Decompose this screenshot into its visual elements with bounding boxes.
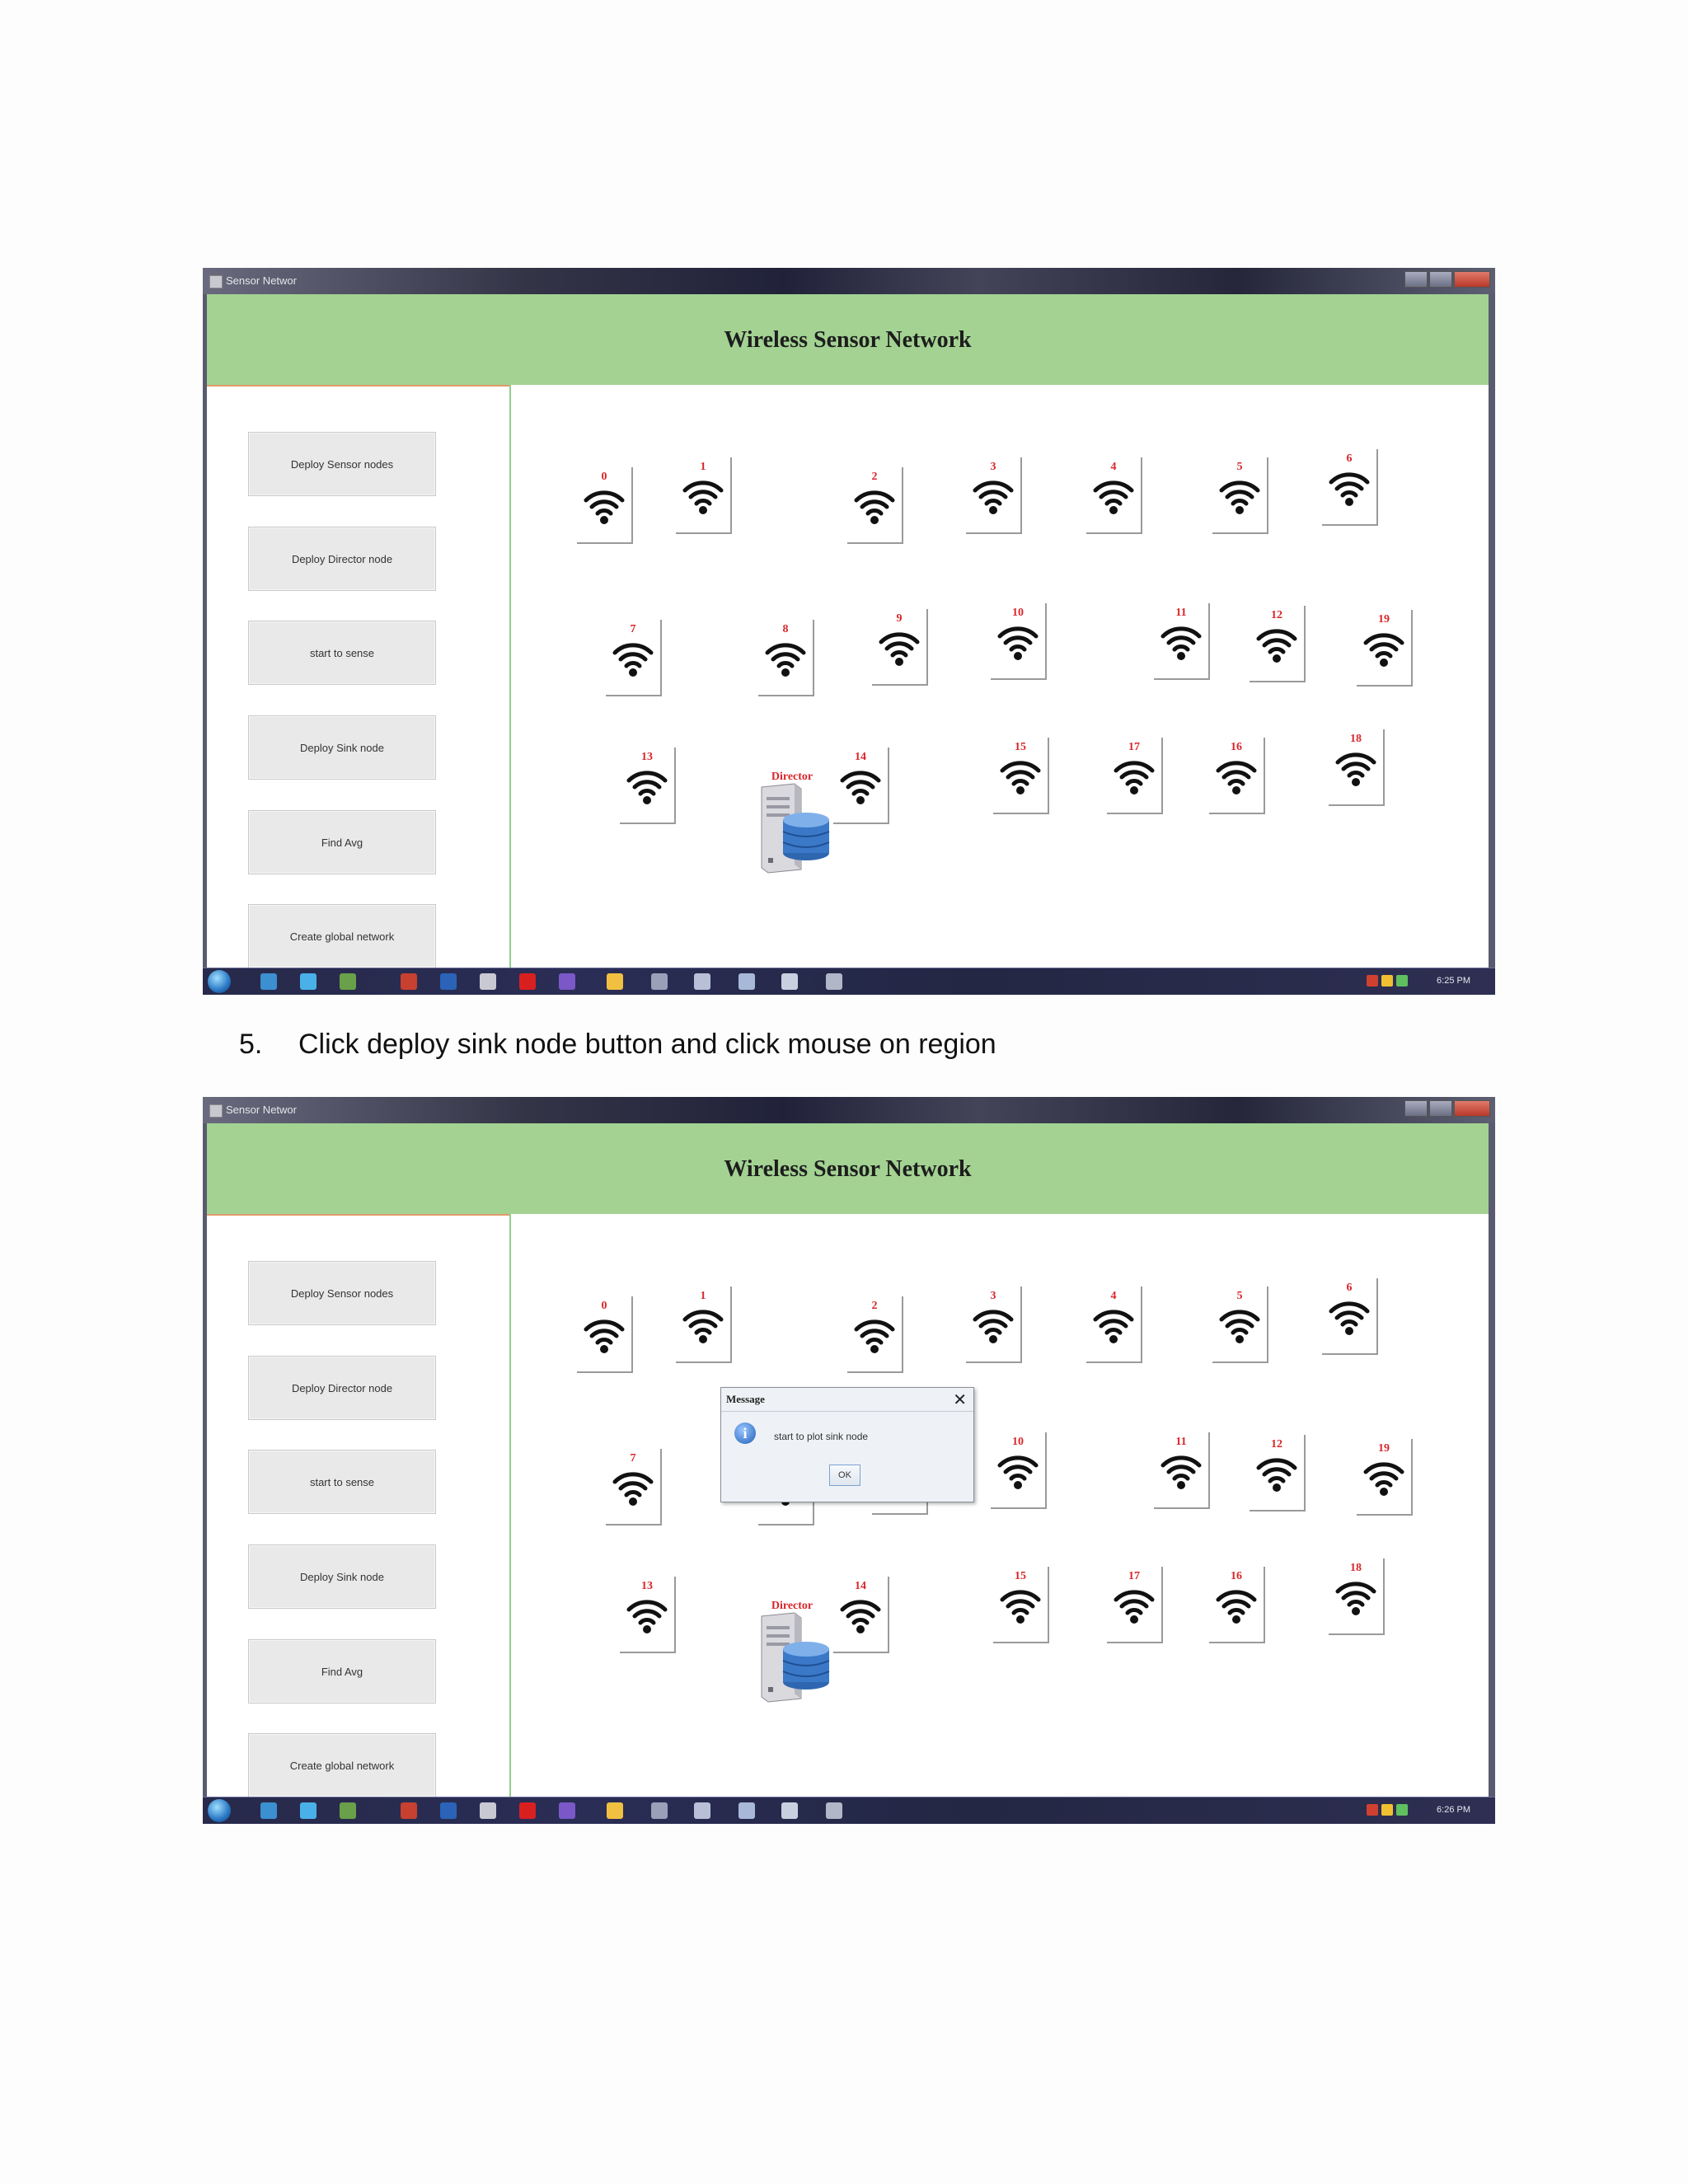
sensor-node[interactable]	[1357, 610, 1413, 687]
app-header	[207, 1123, 1489, 1214]
create-global-network-button[interactable]: Create global network	[248, 1733, 436, 1797]
director-node[interactable]	[752, 1601, 834, 1704]
sensor-node-label: 18	[1350, 1562, 1362, 1574]
sensor-node[interactable]	[1212, 457, 1268, 534]
director-label: Director	[771, 771, 814, 783]
sensor-node[interactable]	[1107, 738, 1163, 814]
sensor-node-label: 10	[1012, 607, 1024, 619]
sensor-node[interactable]	[577, 467, 633, 544]
wifi-icon	[840, 1597, 881, 1634]
sensor-node[interactable]	[1212, 1286, 1268, 1363]
sensor-node-label: 14	[855, 751, 866, 763]
wifi-icon	[1114, 1587, 1155, 1624]
sensor-node-label: 11	[1175, 607, 1187, 619]
close-icon[interactable]: ✕	[953, 1391, 967, 1409]
sensor-node-label: 13	[641, 1580, 653, 1592]
sensor-node-label: 7	[630, 1452, 636, 1465]
sensor-node-label: 16	[1231, 741, 1242, 753]
server-database-icon	[752, 772, 834, 875]
sensor-node[interactable]	[1154, 1432, 1210, 1509]
sensor-node-label: 19	[1378, 613, 1390, 626]
sensor-node-label: 3	[990, 461, 996, 473]
sensor-node-label: 9	[896, 612, 903, 625]
sensor-node[interactable]	[1357, 1439, 1413, 1516]
sensor-node-label: 8	[782, 623, 789, 635]
sensor-node-label: 1	[700, 461, 706, 473]
window-title: Sensor Networ	[226, 1104, 297, 1116]
wifi-icon	[1216, 758, 1257, 795]
app-title: Wireless Sensor Network	[724, 327, 972, 353]
find-avg-button[interactable]: Find Avg	[248, 1639, 436, 1704]
deploy-director-node-button[interactable]: Deploy Director node	[248, 527, 436, 591]
taskbar-app-icon[interactable]	[607, 1802, 623, 1819]
app-frame	[207, 294, 1489, 968]
taskbar-app-icon[interactable]	[260, 1802, 277, 1819]
maximize-button[interactable]	[1429, 1100, 1452, 1117]
step-text: Click deploy sink node button and click mouse on region	[298, 1029, 996, 1060]
taskbar-app-icon[interactable]	[440, 1802, 457, 1819]
start-to-sense-button[interactable]: start to sense	[248, 1450, 436, 1514]
wifi-icon	[1363, 1460, 1404, 1497]
taskbar-app-icon[interactable]	[651, 1802, 668, 1819]
sensor-node-label: 4	[1110, 461, 1117, 473]
create-global-network-button[interactable]: Create global network	[248, 904, 436, 968]
server-database-icon	[752, 1601, 834, 1704]
step-number: 5.	[239, 1029, 263, 1060]
clock[interactable]: 6:25 PM	[1437, 976, 1470, 986]
sensor-node[interactable]	[1209, 738, 1265, 814]
tray-icon[interactable]	[1396, 1804, 1408, 1816]
sensor-node[interactable]	[758, 620, 814, 696]
sensor-node[interactable]	[1154, 603, 1210, 680]
sidebar	[207, 385, 509, 968]
wifi-icon	[1256, 1455, 1297, 1493]
close-button[interactable]	[1454, 271, 1490, 288]
sensor-node[interactable]	[577, 1296, 633, 1373]
tray-icon[interactable]	[1367, 975, 1378, 987]
wifi-icon	[1000, 1587, 1041, 1624]
clock[interactable]: 6:26 PM	[1437, 1805, 1470, 1815]
wifi-icon	[612, 1469, 654, 1507]
wifi-icon	[626, 1597, 668, 1634]
taskbar-app-icon[interactable]	[781, 973, 798, 990]
wifi-icon	[840, 768, 881, 805]
wifi-icon	[997, 1453, 1039, 1490]
sensor-node-label: 10	[1012, 1436, 1024, 1448]
sensor-node-label: 4	[1110, 1290, 1117, 1302]
sensor-node[interactable]	[1086, 1286, 1142, 1363]
wifi-icon	[1329, 1299, 1370, 1336]
wifi-icon	[584, 488, 625, 525]
sensor-node[interactable]	[606, 620, 662, 696]
wifi-icon	[1219, 478, 1260, 515]
wifi-icon	[1093, 1307, 1134, 1344]
sensor-node[interactable]	[966, 1286, 1022, 1363]
app-window-icon	[209, 275, 223, 288]
app-header	[207, 294, 1489, 385]
taskbar-app-icon[interactable]	[738, 973, 755, 990]
system-tray	[1367, 1804, 1416, 1817]
sensor-node[interactable]	[1086, 457, 1142, 534]
window-border-right	[1489, 1123, 1495, 1797]
app-window-icon	[209, 1104, 223, 1118]
wifi-icon	[1363, 630, 1404, 668]
director-label: Director	[771, 1600, 814, 1612]
sensor-node-label: 14	[855, 1580, 866, 1592]
wifi-icon	[854, 1317, 895, 1354]
wifi-icon	[1160, 1453, 1202, 1490]
window-border-right	[1489, 294, 1495, 968]
taskbar-app-icon[interactable]	[738, 1802, 755, 1819]
sensor-node-label: 7	[630, 623, 636, 635]
sensor-node-label: 6	[1346, 1282, 1353, 1294]
app-screenshot-1	[203, 268, 1495, 995]
sensor-node[interactable]	[676, 457, 732, 534]
sidebar	[207, 1214, 509, 1797]
minimize-button[interactable]	[1404, 271, 1428, 288]
taskbar-app-icon[interactable]	[401, 973, 417, 990]
wifi-icon	[1160, 624, 1202, 661]
minimize-button[interactable]	[1404, 1100, 1428, 1117]
wifi-icon	[1000, 758, 1041, 795]
tray-icon[interactable]	[1381, 975, 1393, 987]
sensor-node[interactable]	[676, 1286, 732, 1363]
window-titlebar[interactable]	[203, 268, 1495, 294]
sensor-node[interactable]	[872, 609, 928, 686]
wifi-icon	[682, 478, 724, 515]
tray-icon[interactable]	[1396, 975, 1408, 987]
taskbar-app-icon[interactable]	[559, 973, 575, 990]
sensor-node[interactable]	[620, 1577, 676, 1653]
sensor-node[interactable]	[606, 1449, 662, 1526]
wifi-icon	[584, 1317, 625, 1354]
sensor-node[interactable]	[991, 1432, 1047, 1509]
deploy-sink-node-button[interactable]: Deploy Sink node	[248, 715, 436, 780]
sensor-node[interactable]	[620, 748, 676, 824]
deploy-sensor-nodes-button[interactable]: Deploy Sensor nodes	[248, 1261, 436, 1325]
sensor-node-label: 11	[1175, 1436, 1187, 1448]
wifi-icon	[1219, 1307, 1260, 1344]
system-tray	[1367, 975, 1416, 988]
taskbar-app-icon[interactable]	[401, 1802, 417, 1819]
wifi-icon	[1114, 758, 1155, 795]
sensor-node-label: 15	[1015, 1570, 1026, 1582]
tray-icon[interactable]	[1367, 1804, 1378, 1816]
sensor-node[interactable]	[966, 457, 1022, 534]
sensor-node[interactable]	[847, 467, 903, 544]
sensor-node[interactable]	[1250, 1435, 1306, 1511]
ok-button[interactable]: OK	[829, 1465, 860, 1486]
taskbar-app-icon[interactable]	[694, 973, 710, 990]
find-avg-button[interactable]: Find Avg	[248, 810, 436, 874]
sensor-node-label: 17	[1128, 1570, 1140, 1582]
wifi-icon	[682, 1307, 724, 1344]
taskbar-app-icon[interactable]	[826, 1802, 842, 1819]
wifi-icon	[973, 1307, 1014, 1344]
message-dialog	[720, 1387, 974, 1502]
sensor-node-label: 1	[700, 1290, 706, 1302]
sensor-node[interactable]	[833, 748, 889, 824]
deploy-sensor-nodes-button[interactable]: Deploy Sensor nodes	[248, 432, 436, 496]
deploy-sink-node-button[interactable]: Deploy Sink node	[248, 1544, 436, 1609]
wifi-icon	[626, 768, 668, 805]
taskbar-app-icon[interactable]	[480, 973, 496, 990]
taskbar-app-icon[interactable]	[519, 1802, 536, 1819]
sensor-node-label: 0	[601, 1300, 607, 1312]
wifi-icon	[879, 630, 920, 667]
taskbar-app-icon[interactable]	[694, 1802, 710, 1819]
window-title: Sensor Networ	[226, 274, 297, 287]
director-node[interactable]	[752, 772, 834, 875]
wifi-icon	[1335, 1579, 1376, 1616]
dialog-separator	[721, 1411, 973, 1412]
sensor-node-label: 18	[1350, 733, 1362, 745]
sensor-node-label: 2	[871, 471, 878, 483]
taskbar-app-icon[interactable]	[300, 1802, 316, 1819]
wifi-icon	[997, 624, 1039, 661]
sensor-node-label: 12	[1271, 609, 1282, 621]
sensor-node[interactable]	[993, 1567, 1049, 1643]
wifi-icon	[765, 640, 806, 677]
sensor-canvas[interactable]	[511, 1214, 1489, 1797]
taskbar-app-icon[interactable]	[260, 973, 277, 990]
sensor-node-label: 12	[1271, 1438, 1282, 1451]
wifi-icon	[1216, 1587, 1257, 1624]
start-button[interactable]	[208, 1799, 231, 1822]
sensor-canvas[interactable]	[511, 385, 1489, 968]
wifi-icon	[854, 488, 895, 525]
wifi-icon	[973, 478, 1014, 515]
close-button[interactable]	[1454, 1100, 1490, 1117]
wifi-icon	[612, 640, 654, 677]
sensor-node[interactable]	[847, 1296, 903, 1373]
taskbar-app-icon[interactable]	[340, 1802, 356, 1819]
sensor-node-label: 3	[990, 1290, 996, 1302]
sensor-node[interactable]	[1322, 449, 1378, 526]
deploy-director-node-button[interactable]: Deploy Director node	[248, 1356, 436, 1420]
app-title: Wireless Sensor Network	[724, 1156, 972, 1182]
sensor-node-label: 13	[641, 751, 653, 763]
taskbar-app-icon[interactable]	[480, 1802, 496, 1819]
dialog-title: Message	[726, 1393, 765, 1405]
info-icon: i	[734, 1422, 756, 1444]
window-titlebar[interactable]	[203, 1097, 1495, 1123]
sensor-node-label: 2	[871, 1300, 878, 1312]
sensor-node-label: 5	[1236, 1290, 1243, 1302]
start-to-sense-button[interactable]: start to sense	[248, 621, 436, 685]
taskbar-app-icon[interactable]	[300, 973, 316, 990]
sensor-node[interactable]	[833, 1577, 889, 1653]
sensor-node-label: 5	[1236, 461, 1243, 473]
sensor-node[interactable]	[1329, 729, 1385, 806]
wifi-icon	[1093, 478, 1134, 515]
sensor-node[interactable]	[1107, 1567, 1163, 1643]
wifi-icon	[1335, 750, 1376, 787]
sensor-node-label: 19	[1378, 1442, 1390, 1455]
sensor-node-label: 15	[1015, 741, 1026, 753]
taskbar-app-icon[interactable]	[519, 973, 536, 990]
taskbar-app-icon[interactable]	[651, 973, 668, 990]
sensor-node[interactable]	[1322, 1278, 1378, 1355]
tray-icon[interactable]	[1381, 1804, 1393, 1816]
sensor-node-label: 16	[1231, 1570, 1242, 1582]
taskbar-app-icon[interactable]	[781, 1802, 798, 1819]
wifi-icon	[1256, 626, 1297, 663]
sensor-node[interactable]	[1250, 606, 1306, 682]
taskbar	[203, 968, 1495, 995]
taskbar-app-icon[interactable]	[826, 973, 842, 990]
sensor-node[interactable]	[1209, 1567, 1265, 1643]
taskbar-app-icon[interactable]	[440, 973, 457, 990]
sensor-node[interactable]	[1329, 1558, 1385, 1635]
start-button[interactable]	[208, 970, 231, 993]
dialog-message: start to plot sink node	[774, 1431, 869, 1442]
taskbar-app-icon[interactable]	[340, 973, 356, 990]
window-controls	[1403, 1100, 1490, 1117]
window-controls	[1403, 271, 1490, 288]
taskbar-app-icon[interactable]	[559, 1802, 575, 1819]
sensor-node-label: 6	[1346, 452, 1353, 465]
sensor-node[interactable]	[991, 603, 1047, 680]
sensor-node-label: 0	[601, 471, 607, 483]
sensor-node-label: 17	[1128, 741, 1140, 753]
taskbar-app-icon[interactable]	[607, 973, 623, 990]
wifi-icon	[1329, 470, 1370, 507]
taskbar	[203, 1797, 1495, 1824]
maximize-button[interactable]	[1429, 271, 1452, 288]
sensor-node[interactable]	[993, 738, 1049, 814]
